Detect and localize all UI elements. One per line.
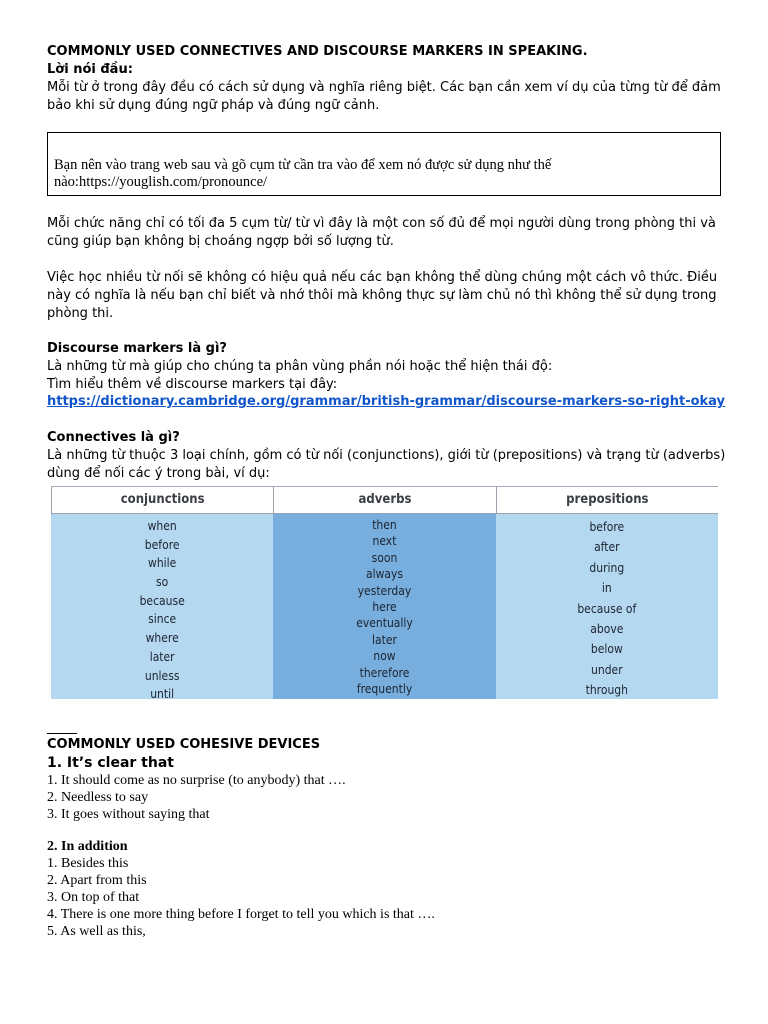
paragraph-learning: Việc học nhiều từ nối sẽ không có hiệu quả nếu các bạn không thể dùng chúng một cách vô thức. Điều này có nghĩa là nếu bạn chỉ biết và nhớ thôi mà không thực sự làm chủ nó thì không thể sử dụng trong phòng thi. <box>47 270 718 321</box>
list-item: during <box>589 560 625 575</box>
list-item: below <box>590 642 623 657</box>
list-item: 3. On top of that <box>47 890 140 905</box>
cambridge-link[interactable]: https://dictionary.cambridge.org/grammar/british-grammar/discourse-markers-so-right-okay <box>47 394 726 409</box>
tip-box-text: Bạn nên vào trang web sau và gõ cụm từ cần tra vào để xem nó được sử dụng như thế nào:https://youglish.com/pronounce/ <box>54 157 552 190</box>
section-1-heading: 1. It’s clear that <box>47 755 174 771</box>
prepositions-column <box>496 487 718 699</box>
list-item: therefore <box>359 665 410 680</box>
section-divider <box>47 733 77 734</box>
list-item: 4. There is one more thing before I forget to tell you which is that …. <box>47 907 435 922</box>
paragraph-phrase-limit: Mỗi chức năng chỉ có tối đa 5 cụm từ/ từ vì đây là một con số đủ để mọi người dùng trong phòng thi và cũng giúp bạn không bị choáng ngợp bởi số lượng từ. <box>47 216 716 249</box>
list-item: unless <box>144 668 180 683</box>
list-item: because <box>139 593 185 608</box>
list-item: since <box>148 612 177 627</box>
list-item: soon <box>371 550 398 565</box>
list-item: 2. Needless to say <box>47 790 149 805</box>
discourse-heading: Discourse markers là gì? <box>47 341 227 356</box>
tip-box <box>47 132 721 196</box>
adverbs-header: adverbs <box>273 487 495 514</box>
list-item: frequently <box>356 681 413 696</box>
conjunctions-header: conjunctions <box>51 487 273 514</box>
list-item: 1. It should come as no surprise (to anybody) that …. <box>47 773 346 788</box>
list-item: in <box>601 581 612 596</box>
list-item: before <box>589 520 625 534</box>
document-title: COMMONLY USED CONNECTIVES AND DISCOURSE MARKERS IN SPEAKING. <box>47 44 588 59</box>
list-item: next <box>372 534 397 549</box>
list-item: always <box>365 567 404 582</box>
list-item: then <box>372 518 397 532</box>
section-2-list <box>47 855 727 940</box>
list-item: 3. It goes without saying that <box>47 807 210 822</box>
intro-text: Mỗi từ ở trong đây đều có cách sử dụng và nghĩa riêng biệt. Các bạn cần xem ví dụ của từng từ để đảm bảo khi sử dụng đúng ngữ pháp và đúng ngữ cảnh. <box>47 80 721 113</box>
list-item: 1. Besides this <box>47 856 129 871</box>
cohesive-title: COMMONLY USED COHESIVE DEVICES <box>47 737 321 752</box>
list-item: 2. Apart from this <box>47 873 147 888</box>
list-item: because of <box>577 601 637 616</box>
adverbs-column <box>273 487 495 699</box>
connectives-heading: Connectives là gì? <box>47 430 180 445</box>
conjunctions-list <box>51 514 273 699</box>
list-item: until <box>150 687 175 699</box>
list-item: now <box>373 649 396 664</box>
list-item: when <box>147 519 177 533</box>
prepositions-header: prepositions <box>496 487 718 514</box>
adverbs-list <box>273 514 495 699</box>
prepositions-list <box>496 514 718 699</box>
list-item: yesterday <box>357 583 412 598</box>
list-item: where <box>145 631 179 646</box>
list-item: after <box>594 540 620 555</box>
list-item: above <box>590 621 624 636</box>
connectives-definition: Là những từ thuộc 3 loại chính, gồm có từ nối (conjunctions), giới từ (prepositions) và trạng từ (adverbs) dùng để nối các ý trong bài, ví dụ: <box>47 448 726 481</box>
list-item: while <box>148 556 177 571</box>
list-item: eventually <box>356 616 413 631</box>
list-item: later <box>372 632 397 647</box>
section-1-list <box>47 772 727 823</box>
section-2-heading: 2. In addition <box>47 839 128 854</box>
list-item: so <box>156 575 169 590</box>
discourse-definition: Là những từ mà giúp cho chúng ta phân vùng phần nói hoặc thể hiện thái độ: <box>47 359 553 374</box>
discourse-more-info: Tìm hiểu thêm về discourse markers tại đây: <box>47 377 338 392</box>
conjunctions-column <box>51 487 273 699</box>
list-item: under <box>591 662 623 677</box>
list-item: 5. As well as this, <box>47 924 146 939</box>
list-item: before <box>144 537 180 552</box>
list-item: here <box>372 599 397 614</box>
list-item: through <box>585 683 629 698</box>
intro-heading: Lời nói đầu: <box>47 62 133 77</box>
list-item: later <box>149 649 175 664</box>
connectives-table <box>51 486 718 699</box>
